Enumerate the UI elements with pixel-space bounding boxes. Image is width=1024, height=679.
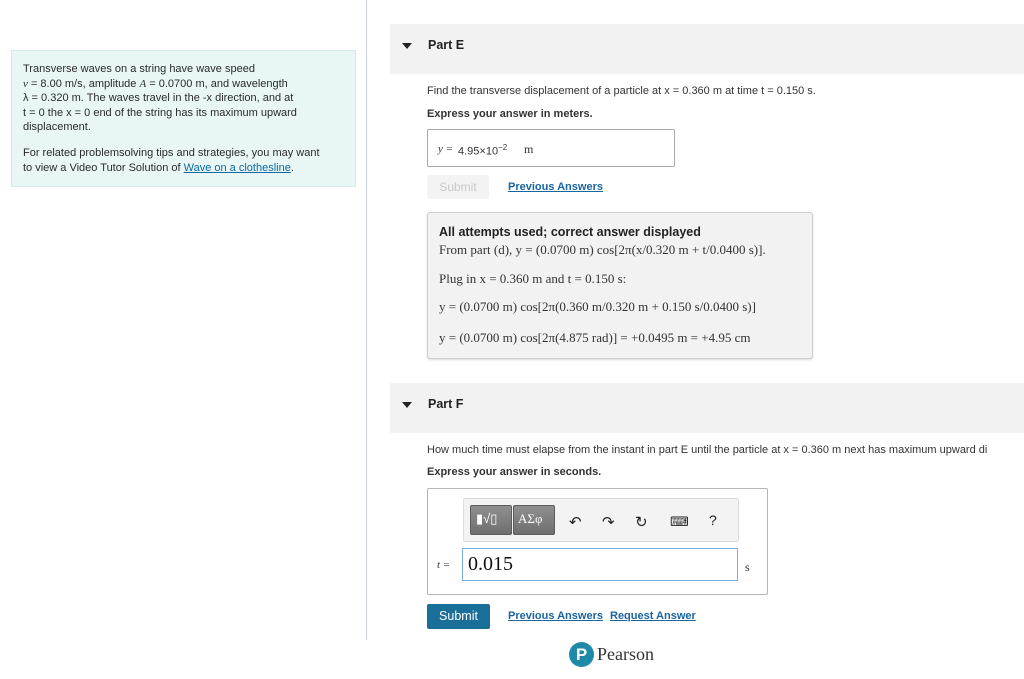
part-f-answer-panel <box>427 488 768 595</box>
part-e-header[interactable] <box>390 24 1024 74</box>
reset-icon[interactable]: ↻ <box>635 514 648 531</box>
feedback-line-1: From part (d), y = (0.0700 m) cos[2π(x/0.320 m + t/0.0400 s)]. <box>439 242 766 257</box>
answer-value <box>458 143 507 158</box>
hint-line-1: For related problemsolving tips and strategies, you may want <box>23 147 320 159</box>
part-e-instruction: Express your answer in meters. <box>427 108 593 120</box>
answer-input[interactable] <box>462 548 738 581</box>
problem-line-1: Transverse waves on a string have wave speed <box>23 63 255 75</box>
feedback-title: All attempts used; correct answer displayed <box>439 225 701 239</box>
fraction-root-icon: ▮√▯ <box>476 511 498 526</box>
templates-button[interactable] <box>470 505 512 535</box>
greek-symbols-button[interactable] <box>513 505 555 535</box>
feedback-line-3: y = (0.0700 m) cos[2π(0.360 m/0.320 m + 0.150 s/0.0400 s)] <box>439 299 756 314</box>
part-e-question: Find the transverse displacement of a particle at x = 0.360 m at time t = 0.150 s. <box>427 85 816 97</box>
answer-input-value: 0.015 <box>468 553 513 575</box>
video-tutor-link[interactable]: Wave on a clothesline <box>183 161 291 174</box>
hint-period: . <box>290 161 294 174</box>
hint-line-2-text: to view a Video Tutor Solution of <box>23 161 184 174</box>
tutor-hint <box>23 146 348 175</box>
request-answer-link[interactable]: Request Answer <box>610 610 696 622</box>
feedback-line-2: Plug in x = 0.360 m and t = 0.150 s: <box>439 271 627 286</box>
var-v: v <box>23 77 28 90</box>
problem-line-3: λ = 0.320 m. The waves travel in the -x direction, and at <box>23 92 294 105</box>
var-A: A <box>139 77 147 90</box>
undo-icon[interactable]: ↶ <box>569 514 582 531</box>
keyboard-icon[interactable]: ⌨ <box>670 514 689 529</box>
part-f-submit-button[interactable]: Submit <box>427 604 490 629</box>
column-separator <box>366 0 367 640</box>
collapse-triangle-icon[interactable] <box>402 43 412 49</box>
answer-exponent: −2 <box>498 143 508 152</box>
problem-line-5: displacement. <box>23 121 91 134</box>
answer-label: y = <box>438 143 454 155</box>
problem-text <box>23 62 348 135</box>
part-f-title: Part F <box>428 397 464 411</box>
hint-line-2 <box>23 161 348 176</box>
answer-unit: s <box>745 560 750 574</box>
part-f-previous-answers-link[interactable]: Previous Answers <box>508 610 603 622</box>
problem-line-2 <box>23 77 348 92</box>
part-f-question: How much time must elapse from the instant in part E until the particle at x = 0.360 m next has maximum upward di <box>427 444 988 456</box>
part-e-answer-box <box>427 129 675 167</box>
feedback-line-4: y = (0.0700 m) cos[2π(4.875 rad)] = +0.0495 m = +4.95 cm <box>439 330 751 345</box>
problem-line-2-b: = 0.0700 m, and wavelength <box>146 77 288 90</box>
greek-icon: ΑΣφ <box>518 511 543 526</box>
pearson-wordmark: Pearson <box>597 644 654 664</box>
problem-line-2-a: = 8.00 m/s, amplitude <box>27 77 140 90</box>
part-f-header[interactable] <box>390 383 1024 433</box>
answer-unit: m <box>524 142 534 156</box>
input-label: t = <box>437 559 451 571</box>
collapse-triangle-icon[interactable] <box>402 402 412 408</box>
math-toolbar <box>463 498 739 542</box>
answer-feedback-box <box>427 212 813 359</box>
part-f-instruction: Express your answer in seconds. <box>427 466 602 478</box>
problem-statement <box>11 50 356 187</box>
answer-mantissa: 4.95×10 <box>458 145 499 158</box>
help-icon[interactable]: ? <box>709 512 717 528</box>
problem-line-4: t = 0 the x = 0 end of the string has its maximum upward <box>23 106 297 119</box>
part-e-previous-answers-link[interactable]: Previous Answers <box>508 181 603 193</box>
pearson-p-icon: P <box>569 642 594 667</box>
part-e-submit-button[interactable]: Submit <box>427 175 489 199</box>
part-e-title: Part E <box>428 38 465 52</box>
redo-icon[interactable]: ↷ <box>602 514 615 531</box>
